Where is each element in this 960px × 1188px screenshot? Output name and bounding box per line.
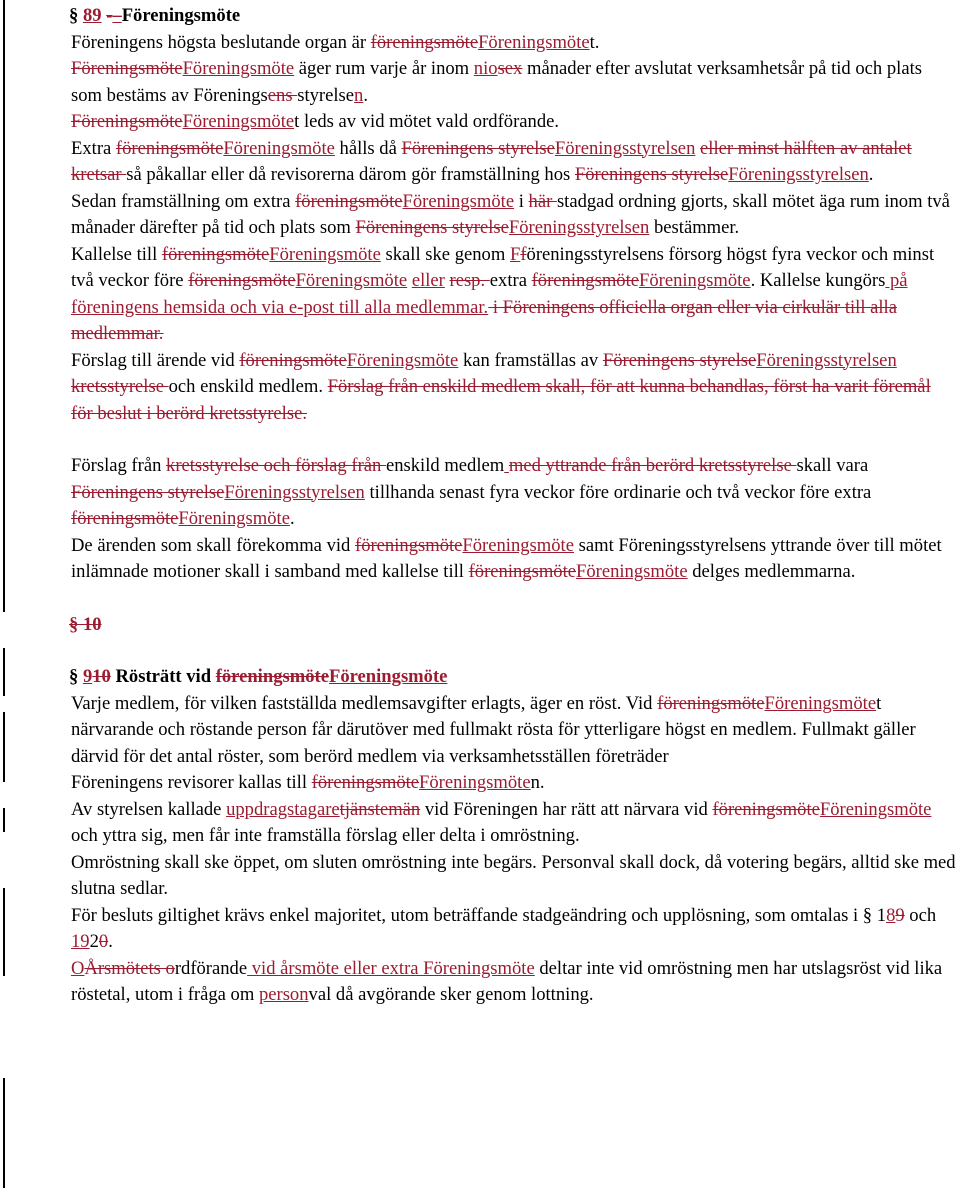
paragraph (71, 533, 957, 586)
inserted-text: – (112, 5, 122, 26)
change-bar (3, 712, 5, 782)
deleted-text: Föreningens styrelse (401, 137, 555, 159)
text-run: månader efter avslutat verksamhetsår på tid och plats som bestäms av Förenings (71, 58, 922, 106)
paragraph (71, 797, 957, 850)
paragraph (71, 30, 957, 57)
inserted-text: Föreningsmöte (639, 270, 751, 291)
deleted-text: här (528, 190, 557, 212)
deleted-text: föreningsmöte (161, 243, 270, 265)
inserted-text: eller (411, 270, 445, 291)
inserted-text: Föreningsmöte (295, 270, 408, 291)
text-run: bestämmer. (649, 217, 740, 238)
deleted-text: f (520, 243, 527, 265)
text-run: Av styrelsen kallade (71, 798, 227, 820)
deleted-text: resp. (449, 270, 490, 291)
deleted-text: föreningsmöte (468, 561, 577, 582)
deleted-text: kretsstyrelse (71, 376, 169, 397)
text-run: och (904, 904, 937, 926)
document-body (71, 3, 957, 1009)
paragraph (71, 850, 957, 903)
text-run: Föreningsmöte (121, 5, 241, 26)
inserted-text: person (258, 984, 309, 1005)
inserted-text: uppdragstagare (226, 798, 340, 820)
paragraph (71, 56, 957, 109)
inserted-text: Föreningsmöte (328, 666, 448, 687)
deleted-text: föreningsmöte (657, 692, 765, 714)
paragraph (71, 189, 957, 242)
text-run: Varje medlem, för vilken fastställda medlemsavgifter erlagts, äger en röst. Vid (71, 692, 658, 714)
deleted-text: Föreningens styrelse (71, 481, 225, 503)
inserted-text: Föreningsstyrelsen (728, 164, 869, 185)
text-run: t närvarande och röstande person får därutöver med fullmakt rösta för ytterligare högst en medlem. Fullmakt gäller därvid för det antal röster, som berörd medlem via verksamhetsställen företräder (71, 692, 916, 767)
deleted-text: 9 (895, 904, 905, 926)
deleted-text: föreningsmöte (71, 508, 179, 529)
deleted-text: föreningsmöte (355, 534, 463, 556)
paragraph (71, 109, 957, 136)
paragraph (71, 770, 957, 797)
text-run: och yttra sig, men får inte framställa förslag eller delta i omröstning. (71, 825, 580, 846)
text-run: Förslag till ärende vid (71, 349, 240, 371)
deleted-text: § 10 (69, 613, 102, 635)
text-run: Rösträtt vid (110, 666, 216, 687)
inserted-text: på föreningens hemsida och via e-post till alla medlemmar. (71, 270, 908, 318)
inserted-text: Föreningsmöte (576, 561, 688, 582)
section-spacer (71, 586, 957, 612)
deleted-text: tjänstemän (339, 798, 421, 820)
text-run: n. (530, 772, 545, 793)
text-run: Extra (71, 137, 116, 159)
inserted-text: Föreningsmöte (419, 772, 531, 793)
inserted-text: Föreningsmöte (178, 508, 290, 529)
text-run: . (868, 164, 874, 185)
inserted-text: Föreningsmöte (402, 190, 515, 212)
text-run: Föreningens revisorer kallas till (71, 772, 312, 793)
text-run: vid Föreningen har rätt att närvara vid (420, 798, 713, 820)
inserted-text: Föreningsstyrelsen (554, 137, 696, 159)
text-run: skall ske genom (380, 243, 510, 265)
deleted-text: sex (497, 58, 523, 79)
text-run: styrelse (297, 84, 355, 106)
change-bar (3, 648, 5, 696)
paragraph (71, 956, 957, 1009)
inserted-text: 19 (71, 931, 90, 952)
deleted-text: med yttrande från berörd kretsstyrelse (508, 455, 797, 476)
inserted-text: Föreningsmöte (182, 111, 295, 132)
deleted-text: - (106, 5, 113, 26)
deleted-text: Föreningens styrelse (574, 164, 729, 185)
text-run: § (69, 5, 83, 26)
text-run: deltar inte vid omröstning men har utslagsröst vid lika röstetal, utom i fråga om (71, 957, 943, 1005)
text-run: Föreningens högsta beslutande organ är (71, 31, 371, 53)
text-run: öreningsstyrelsens försorg högst fyra veckor och minst två veckor före (71, 243, 935, 291)
paragraph (71, 136, 957, 189)
deleted-text: Föreningens styrelse (355, 217, 509, 238)
paragraph (71, 453, 957, 533)
deleted-text: föreningsmöte (115, 137, 224, 159)
section-heading (69, 612, 957, 639)
text-run: samt Föreningsstyrelsens yttrande över till mötet inlämnade motioner skall i samband med kallelse till (71, 534, 942, 582)
text-run: och enskild medlem. (168, 376, 328, 397)
deleted-text: i Föreningens officiella organ eller via cirkulär till alla medlemmar. (71, 296, 897, 344)
text-run: t leds av vid mötet vald ordförande. (294, 111, 560, 132)
text-run: . (289, 508, 295, 529)
deleted-text: föreningsmöte (239, 349, 347, 371)
text-run: i (514, 190, 529, 212)
paragraph (71, 242, 957, 348)
inserted-text: F (509, 243, 521, 265)
text-run: så påkallar eller då revisorerna därom gör framställning hos (126, 164, 575, 185)
text-run: äger rum varje år inom (294, 58, 474, 79)
text-run: Sedan framställning om extra (71, 190, 296, 212)
deleted-text: Föreningsmöte (71, 111, 183, 132)
inserted-text: Föreningsstyrelsen (508, 217, 650, 238)
deleted-text: eller minst hälften av antalet kretsar (71, 137, 912, 185)
deleted-text: 10 (92, 666, 111, 687)
inserted-text: Föreningsmöte (462, 534, 574, 556)
inserted-text: Föreningsmöte (764, 692, 877, 714)
inserted-text: Föreningsmöte (346, 349, 459, 371)
text-run: val då avgörande sker genom lottning. (308, 984, 594, 1005)
text-run: tillhanda senast fyra veckor före ordinarie och två veckor före extra (364, 481, 872, 503)
inserted-text: Föreningsstyrelsen (224, 481, 365, 503)
inserted-text: Föreningsmöte (223, 137, 335, 159)
deleted-text: föreningsmöte (712, 798, 820, 820)
deleted-text: föreningsmöte (215, 666, 329, 687)
inserted-text: Föreningsmöte (478, 31, 590, 53)
paragraph (71, 691, 957, 771)
text-run: För besluts giltighet krävs enkel majoritet, utom beträffande stadgeändring och upplösning, som omtalas i § 1 (71, 904, 887, 926)
deleted-text: kretsstyrelse och förslag från (166, 455, 386, 476)
text-run: stadgad ordning gjorts, skall mötet äga rum inom två månader därefter på tid och plats som (71, 190, 950, 238)
text-run: Förslag från (71, 455, 167, 476)
text-run: 2 (89, 931, 99, 952)
change-bar (3, 888, 5, 976)
text-run: delges medlemmarna. (687, 561, 856, 582)
deleted-text: Årsmötets o (84, 957, 175, 979)
inserted-text: Föreningsmöte (182, 58, 295, 79)
text-run: § (69, 666, 83, 687)
deleted-text: Förslag från enskild medlem skall, för att kunna behandlas, först ha varit föremål för beslut i berörd kretsstyrelse. (71, 376, 931, 424)
deleted-text: föreningsmöte (295, 190, 403, 212)
text-run: t. (589, 31, 600, 53)
section-heading (69, 3, 957, 30)
text-run: . (363, 84, 368, 106)
text-run: . (108, 931, 113, 952)
text-run: Omröstning skall ske öppet, om sluten omröstning inte begärs. Personval skall dock, då votering begärs, alltid ske med slutna sedlar. (71, 851, 956, 899)
deleted-text: föreningsmöte (311, 772, 420, 793)
change-bar (3, 1078, 5, 1188)
section-spacer (71, 638, 957, 664)
paragraph (71, 903, 957, 956)
text-run: rdförande (174, 957, 248, 979)
deleted-text: ens (267, 84, 298, 106)
deleted-text: föreningsmöte (370, 31, 479, 53)
inserted-text: nio (473, 58, 498, 79)
text-run: . Kallelse kungörs (750, 270, 886, 291)
inserted-text: Föreningsmöte (269, 243, 381, 265)
inserted-text: 8 (886, 904, 896, 926)
text-run: extra (489, 270, 532, 291)
inserted-text: 89 (82, 5, 102, 26)
paragraph-spacer (71, 427, 957, 453)
change-bar (3, 0, 5, 612)
deleted-text: Föreningsmöte (71, 58, 183, 79)
inserted-text: O (71, 957, 85, 979)
inserted-text: Föreningsmöte (819, 798, 932, 820)
deleted-text: Föreningens styrelse (602, 349, 757, 371)
text-run: kan framställas av (458, 349, 603, 371)
inserted-text: vid årsmöte eller extra Föreningsmöte (247, 957, 535, 979)
paragraph (71, 348, 957, 428)
text-run: enskild medlem (385, 455, 505, 476)
deleted-text: 0 (98, 931, 109, 952)
deleted-text: föreningsmöte (531, 270, 639, 291)
text-run: hålls då (334, 137, 402, 159)
deleted-text: föreningsmöte (188, 270, 296, 291)
section-heading (69, 664, 957, 691)
change-bar (3, 808, 5, 832)
text-run: De ärenden som skall förekomma vid (71, 534, 355, 556)
inserted-text: 9 (82, 666, 93, 687)
text-run: skall vara (796, 455, 869, 476)
inserted-text: Föreningsstyrelsen (756, 349, 897, 371)
inserted-text: n (354, 84, 364, 106)
text-run: Kallelse till (71, 243, 162, 265)
